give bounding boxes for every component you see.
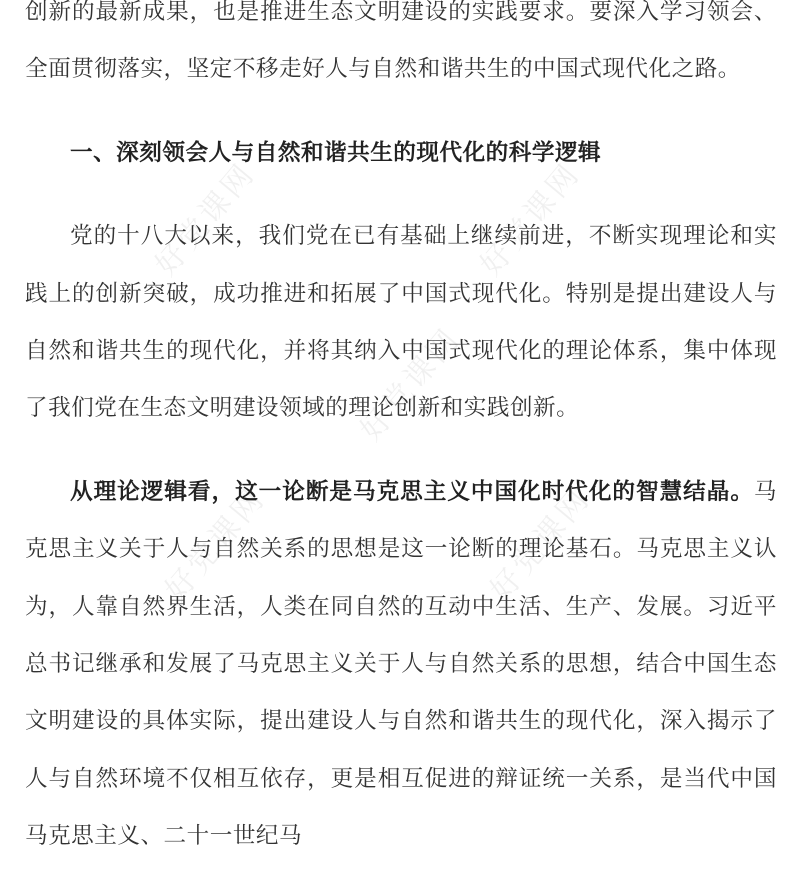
paragraph-intro-continuation: 创新的最新成果，也是推进生态文明建设的实践要求。要深入学习领会、全面贯彻落实，坚定不移走好人与自然和谐共生的中国式现代化之路。: [25, 0, 777, 83]
paragraph-bold-lead: 从理论逻辑看，这一论断是马克思主义中国化时代化的智慧结晶。: [70, 478, 754, 505]
paragraph-theoretical-logic: [25, 464, 777, 866]
section-heading: 一、深刻领会人与自然和谐共生的现代化的科学逻辑: [70, 139, 602, 166]
watermark: 好党课网: [148, 155, 263, 283]
watermark: 好党课网: [473, 155, 588, 283]
watermark: 好党课网: [353, 320, 468, 448]
watermark: 好党课网: [483, 480, 598, 608]
watermark: 好党课网: [158, 480, 273, 608]
paragraph-text: 马克思主义关于人与自然关系的思想是这一论断的理论基石。马克思主义认为，人靠自然界生活，人类在同自然的互动中生活、生产、发展。习近平总书记继承和发展了马克思主义关于人与自然关系的思想，结合中国生态文明建设的具体实际，提出建设人与自然和谐共生的现代化，深入揭示了人与自然环境不仅相互依存，更是相互促进的辩证统一关系，是当代中国马克思主义、二十一世纪马: [25, 478, 777, 850]
article-body: [25, 0, 777, 892]
paragraph-body: 党的十八大以来，我们党在已有基础上继续前进，不断实现理论和实践上的创新突破，成功推进和拓展了中国式现代化。特别是提出建设人与自然和谐共生的现代化，并将其纳入中国式现代化的理论体系，集中体现了我们党在生态文明建设领域的理论创新和实践创新。: [25, 223, 777, 422]
